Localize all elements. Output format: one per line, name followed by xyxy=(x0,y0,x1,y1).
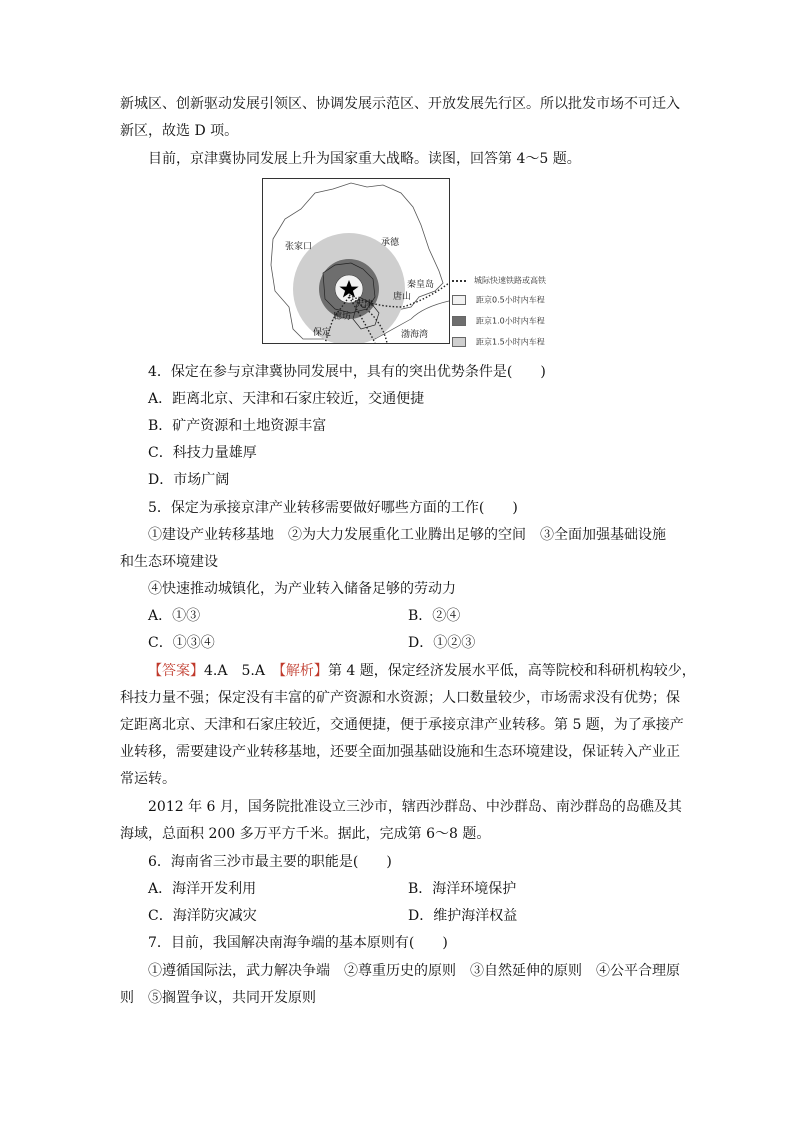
legend-label: 城际快速铁路或高铁 xyxy=(474,276,546,285)
option-5b: B．②④ xyxy=(408,608,461,624)
option-6c: C．海洋防灾减灾 xyxy=(148,908,257,924)
option-6a: A．海洋开发利用 xyxy=(148,881,257,897)
swatch-icon xyxy=(452,316,466,326)
explanation-text: 第 4 题，保定经济发展水平低，高等院校和科研机构较少， xyxy=(327,663,696,679)
map-label-qinhuangdao: 秦皇岛 xyxy=(407,280,435,290)
statement-line: 和生态环境建设 xyxy=(120,554,218,570)
map-label-chengde: 承德 xyxy=(381,238,400,248)
option-6b: B．海洋环境保护 xyxy=(408,881,517,897)
question-6: 6．海南省三沙市最主要的职能是( ) xyxy=(148,854,392,870)
option-4c: C．科技力量雄厚 xyxy=(148,445,257,461)
explanation-line: 常运转。 xyxy=(120,771,176,787)
swatch-icon xyxy=(452,337,466,347)
map-label-zhangjiakou: 张家口 xyxy=(285,242,313,252)
map-svg xyxy=(263,179,449,343)
map-label-bohaiwan: 渤海湾 xyxy=(401,330,429,340)
map-legend xyxy=(452,276,602,350)
option-6d: D．维护海洋权益 xyxy=(408,908,518,924)
question-5: 5．保定为承接京津产业转移需要做好哪些方面的工作( ) xyxy=(148,500,518,516)
statement-line: ①建设产业转移基地 ②为大力发展重化工业腾出足够的空间 ③全面加强基础设施 xyxy=(148,527,666,543)
question-7: 7．目前，我国解决南海争端的基本原则有( ) xyxy=(148,935,448,951)
answer-line xyxy=(148,661,696,681)
statement-line: ④快速推动城镇化，为产业转入储备足够的劳动力 xyxy=(148,581,456,597)
sansha-paragraph: 2012 年 6 月，国务院批准设立三沙市，辖西沙群岛、中沙群岛、南沙群岛的岛礁及其 xyxy=(148,799,682,815)
legend-item-0-5h xyxy=(452,295,545,306)
answer-value: 4.A 5.A xyxy=(204,663,279,679)
intro-paragraph: 目前，京津冀协同发展上升为国家重大战略。读图，回答第 4～5 题。 xyxy=(148,151,581,167)
legend-item-1-0h xyxy=(452,316,545,327)
statement-line: ①遵循国际法，武力解决争端 ②尊重历史的原则 ③自然延伸的原则 ④公平合理原 xyxy=(148,963,680,979)
text-line: 新区，故选 D 项。 xyxy=(120,123,239,139)
map-label-tangshan: 唐山 xyxy=(393,292,412,302)
map-label-langfang: 廊坊 xyxy=(333,312,352,322)
swatch-icon xyxy=(452,295,466,305)
statement-line: 则 ⑤搁置争议，共同开发原则 xyxy=(120,990,316,1006)
option-4b: B．矿产资源和土地资源丰富 xyxy=(148,418,327,434)
explanation-line: 科技力量不强；保定没有丰富的矿产资源和水资源；人口数量较少，市场需求没有优势；保 xyxy=(120,690,680,706)
legend-item-rail xyxy=(452,276,546,286)
explanation-line: 业转移，需要建设产业转移基地，还要全面加强基础设施和生态环境建设，保证转入产业正 xyxy=(120,744,680,760)
map-label-baoding: 保定 xyxy=(313,328,332,338)
answer-tag: 【答案】 xyxy=(148,663,204,679)
legend-label: 距京1.0小时内车程 xyxy=(476,316,545,326)
option-5c: C．①③④ xyxy=(148,635,215,651)
beijing-region-map xyxy=(262,178,450,344)
legend-label: 距京1.5小时内车程 xyxy=(476,337,545,347)
explanation-line: 定距离北京、天津和石家庄较近，交通便捷，便于承接京津产业转移。第 5 题，为了承接产 xyxy=(120,717,684,733)
option-4a: A．距离北京、天津和石家庄较近，交通便捷 xyxy=(148,391,425,407)
explanation-tag: 【解析】 xyxy=(278,663,328,679)
legend-label: 距京0.5小时内车程 xyxy=(476,295,545,305)
dotted-line-icon xyxy=(452,280,466,282)
legend-item-1-5h xyxy=(452,337,545,348)
option-5a: A．①③ xyxy=(148,608,201,624)
text-line: 新城区、创新驱动发展引领区、协调发展示范区、开放发展先行区。所以批发市场不可迁入 xyxy=(120,96,680,112)
sansha-paragraph: 海域，总面积 200 多万平方千米。据此，完成第 6～8 题。 xyxy=(120,826,491,842)
option-4d: D．市场广阔 xyxy=(148,472,230,488)
map-label-tianjin: 天津 xyxy=(355,300,374,310)
option-5d: D．①②③ xyxy=(408,635,476,651)
question-4: 4．保定在参与京津冀协同发展中，具有的突出优势条件是( ) xyxy=(148,364,546,380)
